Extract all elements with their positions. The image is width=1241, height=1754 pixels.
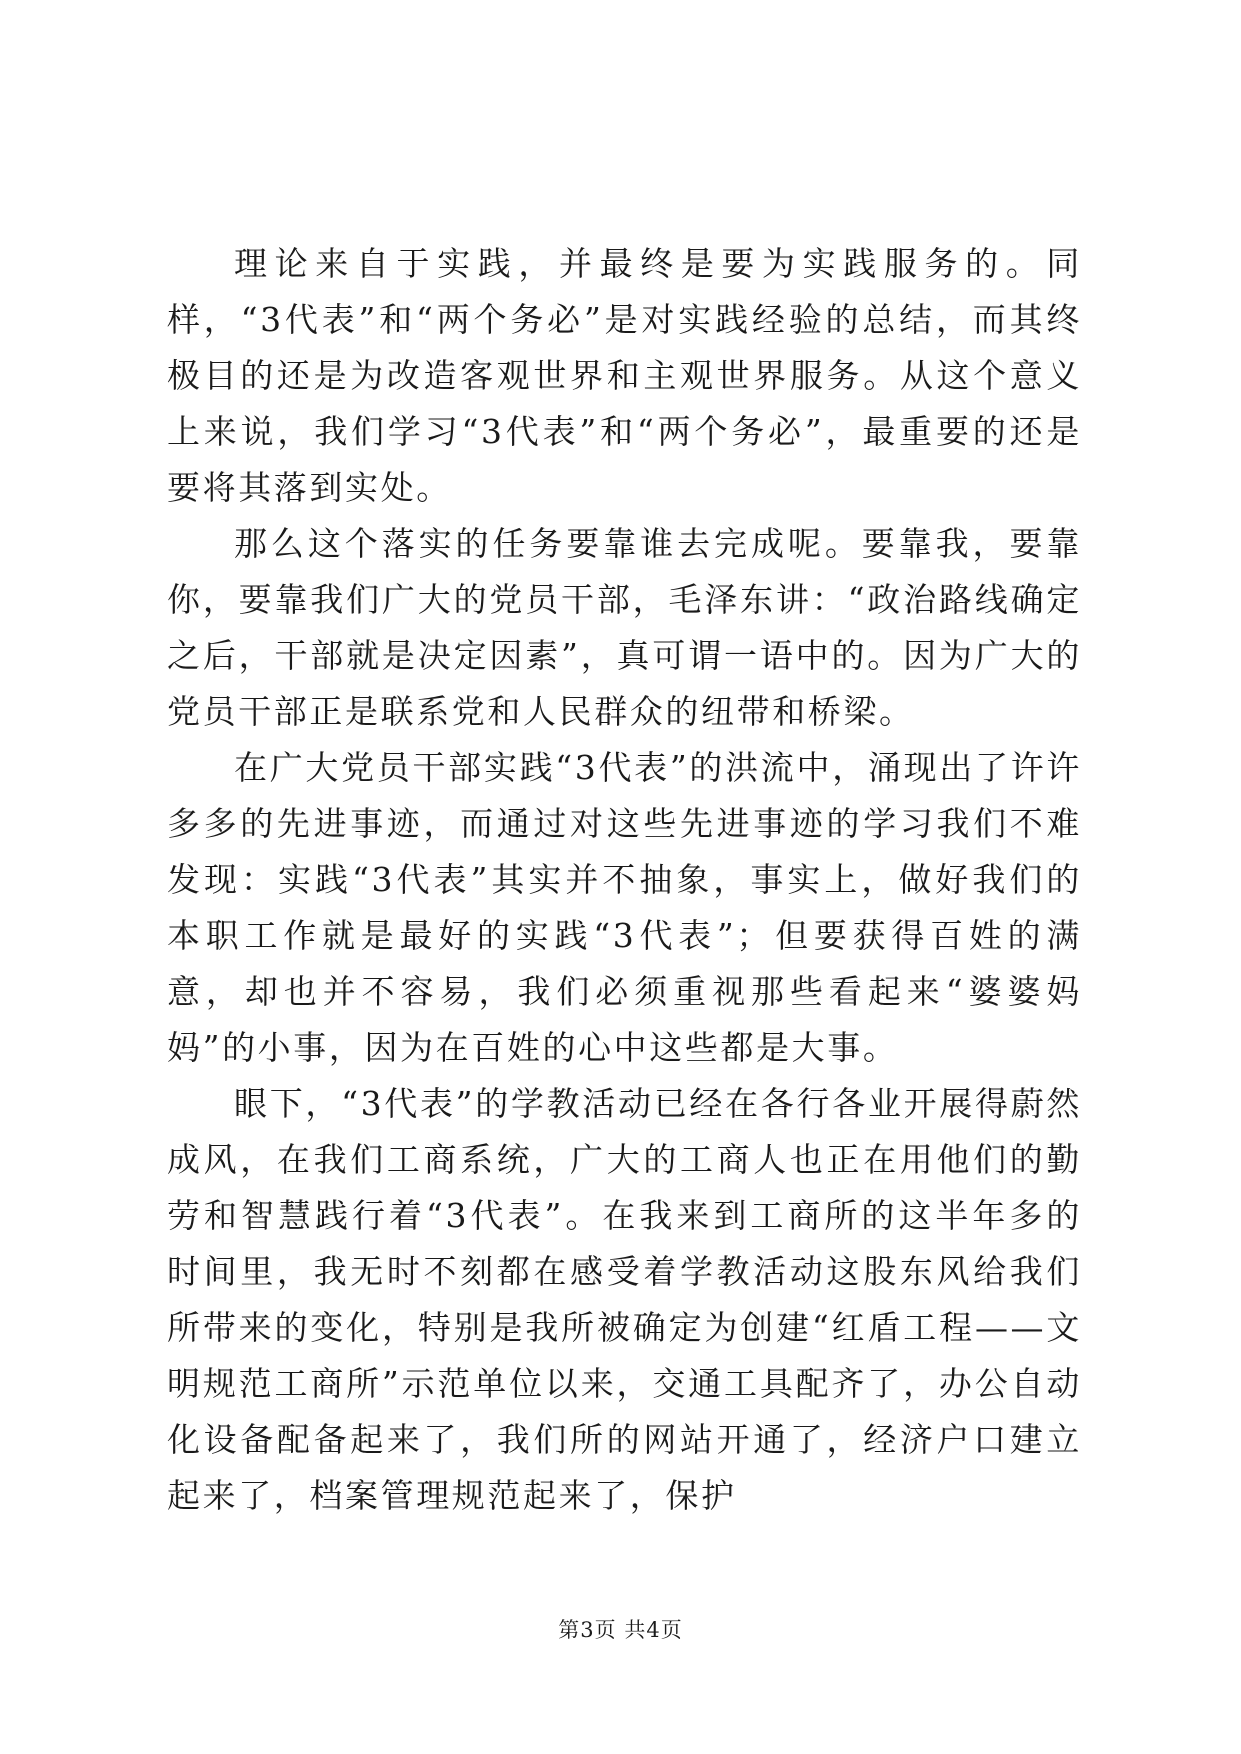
paragraph-2: 那么这个落实的任务要靠谁去完成呢。要靠我，要靠你，要靠我们广大的党员干部，毛泽东讲：“政治路线确定之后，干部就是决定因素”，真可谓一语中的。因为广大的党员干部正是联系党和人民群众的纽带和桥梁。 bbox=[167, 524, 1082, 731]
paragraph-1: 理论来自于实践，并最终是要为实践服务的。同样，“3代表”和“两个务必”是对实践经验的总结，而其终极目的还是为改造客观世界和主观世界服务。从这个意义上来说，我们学习“3代表”和“两个务必”，最重要的还是要将其落到实处。 bbox=[167, 244, 1082, 507]
page-number-footer: 第3页 共4页 bbox=[558, 1618, 683, 1642]
document-body bbox=[167, 236, 1082, 1524]
paragraph-4: 眼下，“3代表”的学教活动已经在各行各业开展得蔚然成风，在我们工商系统，广大的工商人也正在用他们的勤劳和智慧践行着“3代表”。在我来到工商所的这半年多的时间里，我无时不刻都在感受着学教活动这股东风给我们所带来的变化，特别是我所被确定为创建“红盾工程——文明规范工商所”示范单位以来，交通工具配齐了，办公自动化设备配备起来了，我们所的网站开通了，经济户口建立起来了，档案管理规范起来了，保护 bbox=[167, 1084, 1082, 1515]
paragraph-3: 在广大党员干部实践“3代表”的洪流中，涌现出了许许多多的先进事迹，而通过对这些先进事迹的学习我们不难发现：实践“3代表”其实并不抽象，事实上，做好我们的本职工作就是最好的实践“3代表”；但要获得百姓的满意，却也并不容易，我们必须重视那些看起来“婆婆妈妈”的小事，因为在百姓的心中这些都是大事。 bbox=[167, 748, 1082, 1067]
